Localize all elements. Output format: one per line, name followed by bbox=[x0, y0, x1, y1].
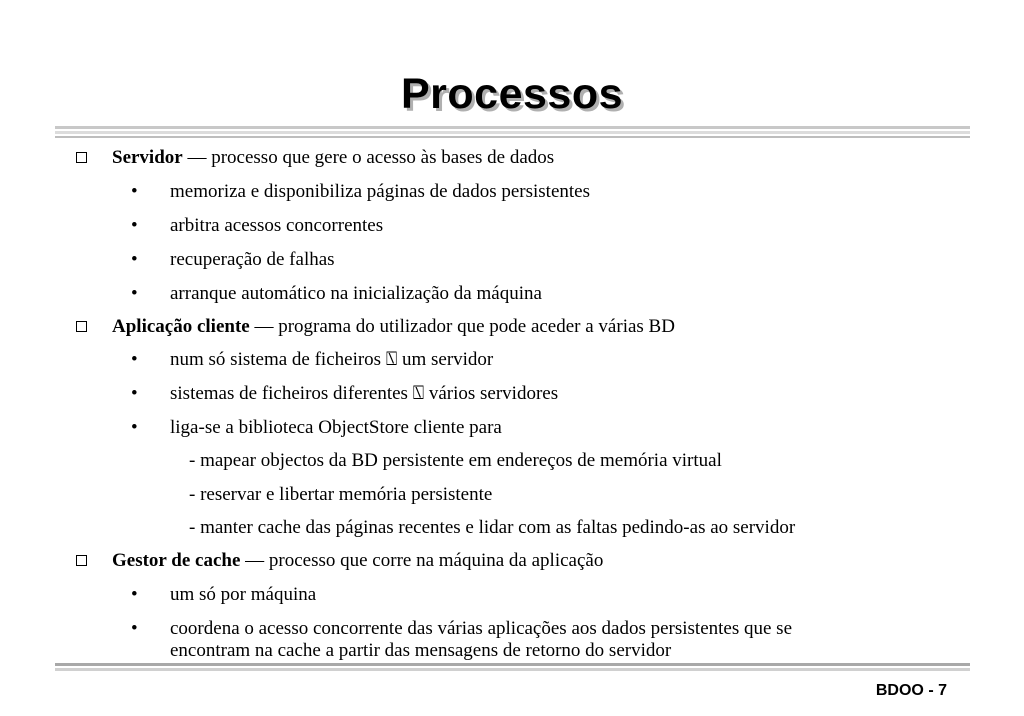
section-desc: — processo que gere o acesso às bases de dados bbox=[182, 147, 555, 168]
section-head: Servidor bbox=[112, 147, 183, 168]
section-desc: — processo que corre na máquina da aplicação bbox=[240, 550, 604, 571]
list-item: recuperação de falhas bbox=[170, 249, 335, 270]
sub-item: - mapear objectos da BD persistente em endereços de memória virtual bbox=[189, 450, 722, 471]
bullet-dot-icon: • bbox=[131, 249, 138, 270]
slide-footer-page-number: BDOO - 7 bbox=[875, 682, 947, 699]
section-gestor-de-cache bbox=[112, 549, 603, 572]
bullet-dot-icon: • bbox=[131, 181, 138, 202]
bullet-dot-icon: • bbox=[131, 283, 138, 304]
sub-item: - manter cache das páginas recentes e lidar com as faltas pedindo-as ao servidor bbox=[189, 517, 796, 538]
checkbox-bullet-icon bbox=[76, 152, 87, 163]
bullet-dot-icon: • bbox=[131, 349, 138, 370]
section-servidor bbox=[112, 146, 554, 169]
sub-item: - reservar e libertar memória persistente bbox=[189, 484, 493, 505]
list-item: arranque automático na inicialização da máquina bbox=[170, 283, 542, 304]
list-item: arbitra acessos concorrentes bbox=[170, 215, 384, 236]
list-item: memoriza e disponibiliza páginas de dados persistentes bbox=[170, 181, 590, 202]
bullet-dot-icon: • bbox=[131, 584, 138, 605]
list-item: coordena o acesso concorrente das várias aplicações aos dados persistentes que se bbox=[170, 618, 792, 639]
section-head: Aplicação cliente bbox=[112, 316, 250, 337]
top-divider bbox=[55, 126, 970, 138]
bullet-dot-icon: • bbox=[131, 618, 138, 639]
section-desc: — programa do utilizador que pode aceder a várias BD bbox=[249, 316, 675, 337]
bottom-divider bbox=[55, 663, 970, 671]
slide-title: Processos bbox=[400, 70, 624, 118]
checkbox-bullet-icon bbox=[76, 321, 87, 332]
bullet-dot-icon: • bbox=[131, 215, 138, 236]
list-item: sistemas de ficheiros diferentes ⍂ vários servidores bbox=[170, 383, 559, 404]
list-item: num só sistema de ficheiros ⍂ um servidor bbox=[170, 349, 494, 370]
checkbox-bullet-icon bbox=[76, 555, 87, 566]
list-item: liga-se a biblioteca ObjectStore cliente para bbox=[170, 417, 502, 438]
section-head: Gestor de cache bbox=[112, 550, 241, 571]
bullet-dot-icon: • bbox=[131, 417, 138, 438]
list-item-continuation: encontram na cache a partir das mensagens de retorno do servidor bbox=[170, 640, 672, 661]
section-aplicacao-cliente bbox=[112, 315, 675, 338]
list-item: um só por máquina bbox=[170, 584, 317, 605]
bullet-dot-icon: • bbox=[131, 383, 138, 404]
